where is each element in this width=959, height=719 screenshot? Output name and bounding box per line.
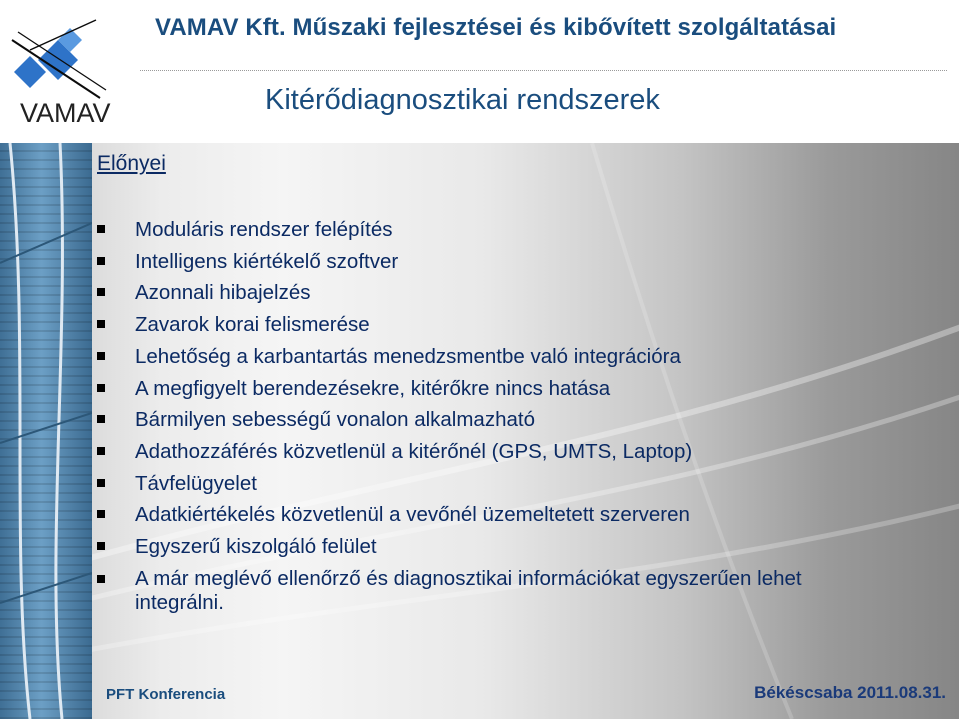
list-item xyxy=(97,404,835,436)
list-item xyxy=(97,373,835,405)
footer-event-name: PFT Konferencia xyxy=(106,686,226,703)
list-item xyxy=(97,563,835,615)
square-bullet-icon xyxy=(97,575,105,583)
logo-diamond-icon xyxy=(12,20,106,98)
list-item xyxy=(97,499,835,531)
list-item xyxy=(97,277,835,309)
list-item-text: Adatkiértékelés közvetlenül a vevőnél üzemeltetett szerveren xyxy=(135,503,690,527)
square-bullet-icon xyxy=(97,510,105,518)
list-item-text: Azonnali hibajelzés xyxy=(135,281,311,305)
list-item-text: Intelligens kiértékelő szoftver xyxy=(135,249,399,273)
footer-place-date: Békéscsaba 2011.08.31. xyxy=(754,683,946,702)
square-bullet-icon xyxy=(97,320,105,328)
list-item-text: Bármilyen sebességű vonalon alkalmazható xyxy=(135,408,535,432)
square-bullet-icon xyxy=(97,225,105,233)
list-item-text: Lehetőség a karbantartás menedzsmentbe való integrációra xyxy=(135,344,681,368)
rail-track-image xyxy=(0,143,92,719)
square-bullet-icon xyxy=(97,352,105,360)
list-item xyxy=(97,309,835,341)
advantages-list xyxy=(97,214,835,615)
logo-text: VAMAV xyxy=(20,98,111,128)
square-bullet-icon xyxy=(97,415,105,423)
page-title: Kitérődiagnosztikai rendszerek xyxy=(265,84,660,116)
list-item xyxy=(97,341,835,373)
vamav-logo xyxy=(0,0,137,143)
list-item xyxy=(97,531,835,563)
square-bullet-icon xyxy=(97,479,105,487)
list-item xyxy=(97,246,835,278)
list-item-text: A már meglévő ellenőrző és diagnosztikai információkat egyszerűen lehet integrálni. xyxy=(135,566,802,614)
square-bullet-icon xyxy=(97,447,105,455)
list-item-text: Zavarok korai felismerése xyxy=(135,313,370,337)
list-item-text: Egyszerű kiszolgáló felület xyxy=(135,535,377,559)
square-bullet-icon xyxy=(97,542,105,550)
square-bullet-icon xyxy=(97,257,105,265)
section-heading: Előnyei xyxy=(97,152,166,175)
list-item xyxy=(97,436,835,468)
header-divider xyxy=(140,70,947,71)
list-item-text: Moduláris rendszer felépítés xyxy=(135,218,393,241)
square-bullet-icon xyxy=(97,288,105,296)
company-title: VAMAV Kft. Műszaki fejlesztései és kibővített szolgáltatásai xyxy=(155,14,837,41)
list-item-text: Adathozzáférés közvetlenül a kitérőnél (GPS, UMTS, Laptop) xyxy=(135,439,693,463)
square-bullet-icon xyxy=(97,384,105,392)
list-item xyxy=(97,214,835,246)
list-item-text: Távfelügyelet xyxy=(135,471,257,495)
list-item-text: A megfigyelt berendezésekre, kitérőkre nincs hatása xyxy=(135,376,611,400)
list-item xyxy=(97,468,835,500)
